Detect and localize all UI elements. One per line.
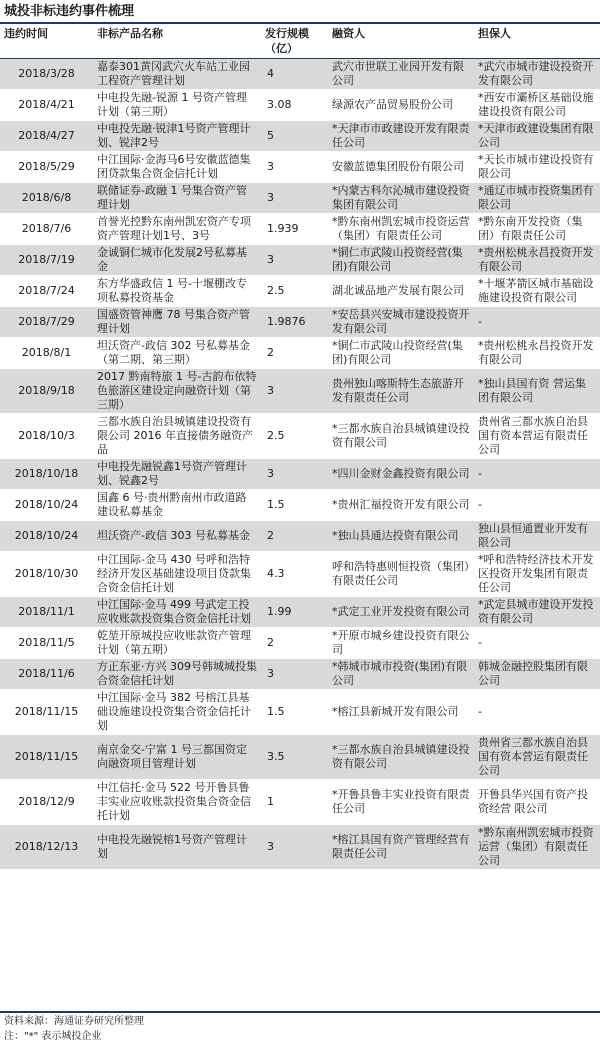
cell-date: 2018/5/29 [0,152,93,183]
cell-guarantor: *十堰茅箭区城市基础设施建设投资有限公司 [474,276,600,307]
cell-scale: 3.5 [261,735,328,780]
cell-product: 坦沃资产-政信 303 号私募基金 [93,521,261,552]
cell-scale: 2.5 [261,414,328,459]
cell-scale: 3 [261,369,328,414]
cell-scale: 3 [261,245,328,276]
cell-product: 中江信托·金马 522 号开鲁县鲁丰实业应收账款投资集合资金信托计划 [93,780,261,825]
cell-guarantor: *黔东南开发投资（集团）有限责任公司 [474,214,600,245]
cell-guarantor: *武定县城市建设开发投资有限公司 [474,597,600,628]
cell-issuer: *天津市市政建设开发有限责任公司 [328,121,474,152]
cell-issuer: *铜仁市武陵山投资经营(集团)有限公司 [328,245,474,276]
table-body [0,59,600,870]
cell-issuer: 安徽蓝德集团股份有限公司 [328,152,474,183]
cell-product: 中江国际·金海马6号安徽蓝德集团贷款集合资金信托计划 [93,152,261,183]
cell-issuer: *开原市城乡建设投资有限公司 [328,628,474,659]
cell-date: 2018/12/9 [0,780,93,825]
header-issuer: 融资人 [328,24,474,59]
cell-product: 国盛资管神鹰 78 号集合资产管理计划 [93,307,261,338]
table-header [0,24,600,59]
table-row [0,521,600,552]
table-row [0,90,600,121]
cell-scale: 5 [261,121,328,152]
cell-guarantor: *天长市城市建设投资有限公司 [474,152,600,183]
cell-guarantor: 独山县恒通置业开发有限公司 [474,521,600,552]
cell-guarantor: *黔东南州凯宏城市投资运营（集团）有限责任公司 [474,825,600,870]
table-row [0,825,600,870]
cell-product: 坦沃资产-政信 302 号私募基金（第二期、第三期） [93,338,261,369]
cell-product: 乾堃开原城投应收账款资产管理计划（第五期） [93,628,261,659]
source-note: 资料来源：海通证券研究所整理 [4,1016,144,1027]
cell-date: 2018/7/24 [0,276,93,307]
cell-scale: 4 [261,59,328,90]
cell-guarantor: *通辽市城市投资集团有限公司 [474,183,600,214]
header-date: 违约时间 [0,24,93,59]
table-row [0,659,600,690]
cell-date: 2018/11/15 [0,735,93,780]
cell-scale: 2 [261,628,328,659]
cell-date: 2018/10/18 [0,459,93,490]
cell-issuer: 武穴市世联工业园开发有限公司 [328,59,474,90]
cell-product: 东方华盛政信 1 号-十堰棚改专项私募投资基金 [93,276,261,307]
cell-scale: 1.5 [261,490,328,521]
cell-issuer: 贵州独山喀斯特生态旅游开发有限责任公司 [328,369,474,414]
cell-product: 中电投先融-锐源 1 号资产管理计划（第三期） [93,90,261,121]
cell-issuer: *安岳县兴安城市建设投资开发有限公司 [328,307,474,338]
cell-scale: 1.5 [261,690,328,735]
cell-guarantor: 开鲁县华兴国有资产投资经营 限公司 [474,780,600,825]
header-product: 非标产品名称 [93,24,261,59]
table-row [0,152,600,183]
table-row [0,735,600,780]
cell-product: 金诚铜仁城市化发展2号私募基金 [93,245,261,276]
table-row [0,552,600,597]
cell-date: 2018/11/1 [0,597,93,628]
cell-guarantor: - [474,490,600,521]
table-row [0,183,600,214]
header-scale: 发行规模（亿） [261,24,328,59]
cell-guarantor: *西安市灞桥区基础设施建设投资有限公司 [474,90,600,121]
cell-date: 2018/7/19 [0,245,93,276]
cell-product: 首誉光控黔东南州凯宏资产专项资产管理计划1号、3号 [93,214,261,245]
cell-date: 2018/11/6 [0,659,93,690]
cell-issuer: *独山县通达投资有限公司 [328,521,474,552]
cell-date: 2018/11/15 [0,690,93,735]
cell-date: 2018/10/30 [0,552,93,597]
cell-issuer: *三都水族自治县城镇建设投资有限公司 [328,414,474,459]
cell-issuer: *榕江县新城开发有限公司 [328,690,474,735]
cell-issuer: *内蒙古科尔沁城市建设投资集团有限公司 [328,183,474,214]
cell-scale: 2 [261,338,328,369]
cell-scale: 2 [261,521,328,552]
cell-guarantor: *天津市政建设集团有限公司 [474,121,600,152]
cell-product: 中江国际-金马 430 号呼和浩特经济开发区基础建设项目贷款集合资金信托计划 [93,552,261,597]
table-row [0,214,600,245]
table-title: 城投非标违约事件梳理 [0,0,600,24]
cell-product: 国鑫 6 号·贵州黔南州市政道路建设私募基金 [93,490,261,521]
table-row [0,276,600,307]
cell-scale: 1.9876 [261,307,328,338]
cell-date: 2018/10/3 [0,414,93,459]
table-row [0,414,600,459]
cell-guarantor: - [474,307,600,338]
cell-issuer: *开鲁县鲁丰实业投资有限责任公司 [328,780,474,825]
cell-issuer: *四川金财金鑫投资有限公司 [328,459,474,490]
cell-date: 2018/4/21 [0,90,93,121]
cell-scale: 3.08 [261,90,328,121]
cell-date: 2018/10/24 [0,490,93,521]
cell-scale: 3 [261,825,328,870]
cell-product: 南京金交-宁富 1 号三都国资定向融资项目管理计划 [93,735,261,780]
cell-guarantor: 贵州省三都水族自治县国有资本营运有限责任公司 [474,414,600,459]
cell-guarantor: 韩城金融控股集团有限公司 [474,659,600,690]
cell-issuer: *贵州汇福投资开发有限公司 [328,490,474,521]
cell-product: 中江国际·金马 499 号武定工投应收账款投资集合资金信托计划 [93,597,261,628]
cell-date: 2018/6/8 [0,183,93,214]
cell-date: 2018/12/13 [0,825,93,870]
table-row [0,490,600,521]
cell-date: 2018/11/5 [0,628,93,659]
table-row [0,307,600,338]
footnotes [4,1014,144,1044]
cell-product: 中江国际·金马 382 号榕江县基础设施建设投资集合资金信托计划 [93,690,261,735]
cell-scale: 4.3 [261,552,328,597]
cell-product: 三都水族自治县城镇建设投资有限公司 2016 年直接债务融资产品 [93,414,261,459]
cell-scale: 3 [261,459,328,490]
cell-product: 方正东亚·方兴 309号韩城城投集合资金信托计划 [93,659,261,690]
cell-guarantor: *武穴市城市建设投资开发有限公司 [474,59,600,90]
cell-guarantor: *呼和浩特经济技术开发区投资开发集团有限责任公司 [474,552,600,597]
cell-guarantor: *贵州松桃永昌投资开发有限公司 [474,338,600,369]
cell-guarantor: - [474,628,600,659]
cell-scale: 1.939 [261,214,328,245]
cell-guarantor: - [474,459,600,490]
cell-product: 2017 黔南特旅 1 号-古韵布依特色旅游区建设定向融资计划（第三期） [93,369,261,414]
cell-date: 2018/8/1 [0,338,93,369]
cell-product: 嘉泰301黄冈武穴火车站工业园工程资产管理计划 [93,59,261,90]
table-row [0,628,600,659]
cell-scale: 2.5 [261,276,328,307]
table-row [0,338,600,369]
cell-date: 2018/7/6 [0,214,93,245]
cell-issuer: *三都水族自治县城镇建设投资有限公司 [328,735,474,780]
cell-product: 联储证券-政融 1 号集合资产管理计划 [93,183,261,214]
cell-issuer: 呼和浩特惠则恒投资（集团）有限责任公司 [328,552,474,597]
cell-product: 中电投先融锐鑫1号资产管理计划、锐鑫2号 [93,459,261,490]
cell-issuer: *黔东南州凯宏城市投资运营（集团）有限责任公司 [328,214,474,245]
cell-issuer: 湖北诚品地产发展有限公司 [328,276,474,307]
table-row [0,59,600,90]
cell-issuer: 绿源农产品贸易股份公司 [328,90,474,121]
cell-scale: 3 [261,183,328,214]
cell-issuer: *铜仁市武陵山投资经营(集团)有限公司 [328,338,474,369]
table-row [0,459,600,490]
table-row [0,121,600,152]
cell-date: 2018/9/18 [0,369,93,414]
table-row [0,597,600,628]
cell-scale: 3 [261,152,328,183]
cell-date: 2018/10/24 [0,521,93,552]
cell-issuer: *韩城市城市投资(集团)有限公司 [328,659,474,690]
cell-product: 中电投先融·锐津1号资产管理计划、锐津2号 [93,121,261,152]
cell-issuer: *武定工业开发投资有限公司 [328,597,474,628]
table-row [0,780,600,825]
cell-guarantor: *贵州松桃永昌投资开发有限公司 [474,245,600,276]
cell-issuer: *榕江县国有资产管理经营有限责任公司 [328,825,474,870]
table-row [0,245,600,276]
cell-guarantor: *独山县国有资 营运集团有限公司 [474,369,600,414]
cell-date: 2018/3/28 [0,59,93,90]
cell-scale: 1 [261,780,328,825]
footer-divider [0,1011,600,1013]
table-row [0,369,600,414]
cell-guarantor: - [474,690,600,735]
table-row [0,690,600,735]
legend-note: 注："*" 表示城投企业 [4,1031,102,1042]
cell-scale: 1.99 [261,597,328,628]
cell-guarantor: 贵州省三都水族自治县国有资本营运有限责任公司 [474,735,600,780]
cell-date: 2018/4/27 [0,121,93,152]
cell-date: 2018/7/29 [0,307,93,338]
cell-scale: 3 [261,659,328,690]
header-guarantor: 担保人 [474,24,600,59]
default-events-table [0,24,600,870]
cell-product: 中电投先融锐榕1号资产管理计划 [93,825,261,870]
